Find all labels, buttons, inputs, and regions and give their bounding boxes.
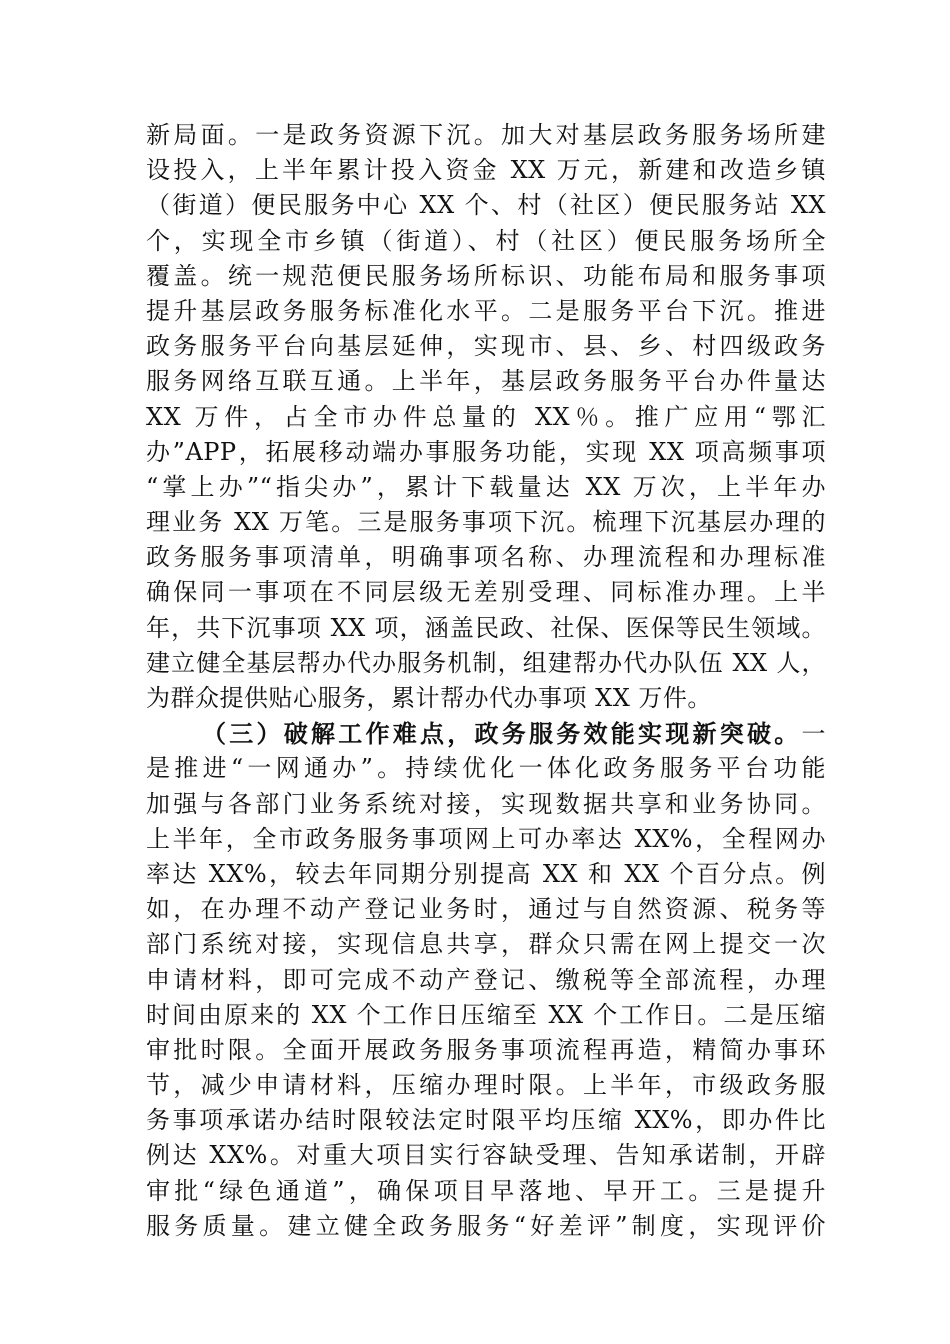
text-line: 政务服务事项清单，明确事项名称、办理流程和办理标准 <box>146 543 826 572</box>
text-line: 审批时限。全面开展政务服务事项流程再造，精简办事环 <box>146 1035 826 1064</box>
text-line: 为群众提供贴心服务，累计帮办代办事项 XX 万件。 <box>146 684 712 712</box>
text-line: 服务质量。建立健全政务服务“好差评”制度，实现评价 <box>146 1211 826 1240</box>
text-line: 上半年，全市政务服务事项网上可办率达 XX%，全程网办 <box>146 824 826 853</box>
text-line: （街道）便民服务中心 XX 个、村（社区）便民服务站 XX <box>146 191 826 220</box>
body-text <box>146 118 826 1244</box>
text-line: 新局面。一是政务资源下沉。加大对基层政务服务场所建 <box>146 121 826 149</box>
text-line: “掌上办”“指尖办”，累计下载量达 XX 万次，上半年办 <box>146 472 826 501</box>
text-line: 建立健全基层帮办代办服务机制，组建帮办代办队伍 XX 人， <box>146 648 826 677</box>
text-line: 年，共下沉事项 XX 项，涵盖民政、社保、医保等民生领域。 <box>146 613 826 642</box>
text-line: 确保同一事项在不同层级无差别受理、同标准办理。上半 <box>146 578 826 607</box>
text-line: 设投入，上半年累计投入资金 XX 万元，新建和改造乡镇 <box>146 156 826 185</box>
text-line: 审批“绿色通道”，确保项目早落地、早开工。三是提升 <box>146 1176 826 1205</box>
text-line: XX 万件，占全市办件总量的 XX％。推广应用“鄂汇 <box>146 402 826 431</box>
text-line: 申请材料，即可完成不动产登记、缴税等全部流程，办理 <box>146 965 826 994</box>
text-line: 时间由原来的 XX 个工作日压缩至 XX 个工作日。二是压缩 <box>146 1000 826 1029</box>
text-line: 覆盖。统一规范便民服务场所标识、功能布局和服务事项 <box>146 261 826 290</box>
text-line: 办”APP，拓展移动端办事服务功能，实现 XX 项高频事项 <box>146 437 826 466</box>
text-line: 提升基层政务服务标准化水平。二是服务平台下沉。推进 <box>146 296 826 325</box>
text-line: 是推进“一网通办”。持续优化一体化政务服务平台功能 <box>146 754 826 783</box>
text-line: 例达 XX%。对重大项目实行容缺受理、告知承诺制，开辟 <box>146 1141 826 1170</box>
text-line: 服务网络互联互通。上半年，基层政务服务平台办件量达 <box>146 367 826 396</box>
text-line: 个，实现全市乡镇（街道）、村（社区）便民服务场所全 <box>146 226 826 255</box>
text-line: 务事项承诺办结时限较法定时限平均压缩 XX%，即办件比 <box>146 1106 826 1135</box>
text-line: 政务服务平台向基层延伸，实现市、县、乡、村四级政务 <box>146 332 826 361</box>
heading-tail: 一 <box>801 720 826 749</box>
text-line: 如，在办理不动产登记业务时，通过与自然资源、税务等 <box>146 895 826 924</box>
text-line: 率达 XX%，较去年同期分别提高 XX 和 XX 个百分点。例 <box>146 859 826 888</box>
text-line: 理业务 XX 万笔。三是服务事项下沉。梳理下沉基层办理的 <box>146 508 826 537</box>
text-line: 部门系统对接，实现信息共享，群众只需在网上提交一次 <box>146 930 826 959</box>
text-line: 节，减少申请材料，压缩办理时限。上半年，市级政务服 <box>146 1071 826 1100</box>
section-heading-line <box>146 716 826 751</box>
section-heading: （三）破解工作难点，政务服务效能实现新突破。 <box>202 719 802 749</box>
text-line: 加强与各部门业务系统对接，实现数据共享和业务协同。 <box>146 789 826 818</box>
